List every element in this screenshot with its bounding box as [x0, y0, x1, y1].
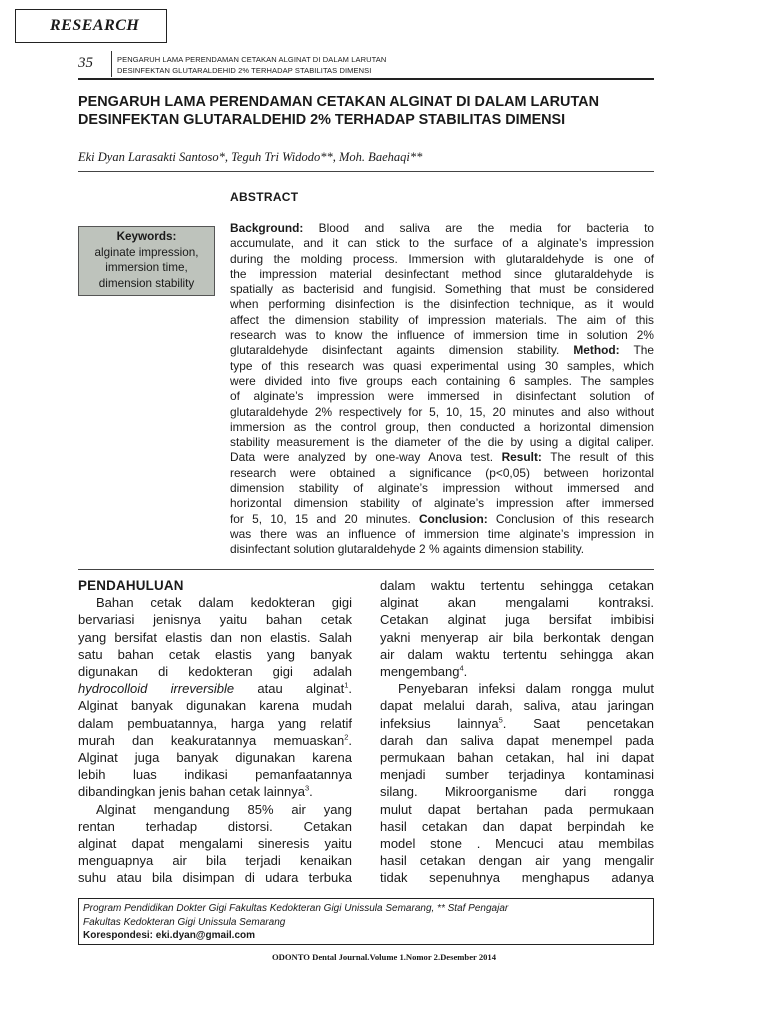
abstract-line	[230, 236, 654, 251]
citation-ref: 2	[344, 732, 349, 742]
abstract-line	[230, 282, 654, 297]
section-heading: PENDAHULUAN	[78, 578, 184, 593]
italic-term: hydrocolloid irreversible	[78, 681, 235, 697]
body-line	[380, 818, 654, 835]
body-line	[380, 715, 654, 732]
correspondence-email: Korespondesi: eki.dyan@gmail.com	[83, 930, 256, 941]
abstract-line	[230, 405, 654, 420]
text-run: research was to know the influence of immersion time in solution 2%	[230, 328, 654, 343]
text-run: bervariasi jenisnya yaitu bahan cetak	[78, 612, 352, 628]
body-line	[380, 697, 654, 714]
keywords-box	[78, 226, 215, 296]
article-title	[78, 93, 658, 129]
body-line	[78, 663, 352, 680]
text-run: mulut dapat bertahan pada permukaan	[380, 801, 654, 817]
text-run: dalam waktu tertentu sehingga cetakan	[380, 578, 654, 593]
text-run: menguapnya air bila terjadi kenaikan	[78, 853, 352, 869]
text-run: The	[619, 343, 655, 358]
text-run: research were obtained a significance (p<0,05) between horizontal	[230, 465, 654, 480]
body-line	[78, 869, 352, 886]
text-run: suhu atau bila disimpan di udara terbuka	[78, 870, 352, 886]
abstract-line	[230, 389, 654, 404]
abstract-line	[230, 252, 654, 267]
text-run: yakni menyerap air bila berkontak dengan	[380, 629, 654, 645]
affiliation-line: Fakultas Kedokteran Gigi Unissula Semarang	[83, 916, 286, 928]
text-run: was there was an influence of immersion time alginate’s impression in	[230, 526, 654, 541]
title-line: DESINFEKTAN GLUTARALDEHID 2% TERHADAP STABILITAS DIMENSI	[78, 112, 566, 128]
text-run: Blood and saliva are the media for bacteria to	[303, 221, 654, 235]
text-run: stability measurement is the diameter of the die by using a digital caliper.	[230, 435, 654, 450]
text-run: .	[309, 784, 313, 800]
running-head-line: PENGARUH LAMA PERENDAMAN CETAKAN ALGINAT DI DALAM LARUTAN	[117, 55, 387, 64]
text-run: for 5, 10, 15 and 20 minutes.	[230, 511, 419, 526]
keywords-label: Keywords:	[116, 230, 177, 243]
text-run: Conclusion of this research	[487, 511, 654, 526]
abstract-heading: ABSTRACT	[230, 190, 299, 204]
text-run: The result of this	[541, 450, 654, 465]
text-run: atau alginat	[234, 681, 345, 697]
text-run: digunakan di kedokteran gigi adalah	[78, 664, 352, 680]
body-line	[380, 629, 654, 646]
text-run: murah dan keakuratannya memuaskan	[78, 732, 345, 748]
text-run: .	[463, 664, 468, 680]
text-run: the impression material desinfectant method since glutaraldehyde is	[230, 266, 654, 281]
text-run: when performing disinfection is the disinfection technique, as it would	[230, 297, 654, 312]
body-column-right	[380, 577, 654, 887]
body-line	[380, 783, 654, 800]
header-separator	[111, 51, 112, 77]
abstract-line	[230, 267, 654, 282]
body-line	[380, 680, 654, 697]
author-list: Eki Dyan Larasakti Santoso*, Teguh Tri Widodo**, Moh. Baehaqi**	[78, 150, 423, 164]
text-run: hasil cetakan dan dapat berpindah ke	[380, 818, 654, 834]
body-line	[78, 835, 352, 852]
running-head	[117, 54, 407, 76]
text-run: Alginat juga banyak digunakan karena	[78, 750, 352, 766]
text-run: tidak sepenuhnya menghapus adanya	[380, 870, 654, 886]
text-run: menjadi sumber terjadinya kontaminasi	[380, 767, 654, 783]
journal-footer: ODONTO Dental Journal.Volume 1.Nomor 2.Desember 2014	[271, 952, 497, 962]
running-head-line: DESINFEKTAN GLUTARALDEHID 2% TERHADAP STABILITAS DIMENSI	[117, 66, 372, 75]
text-run: alginat dapat mengalami sineresis yaitu	[78, 836, 352, 852]
text-run: dapat melalui darah, saliva, atau jaringan	[380, 698, 654, 714]
body-line	[380, 835, 654, 852]
affiliation-line: Program Pendidikan Dokter Gigi Fakultas Kedokteran Gigi Unissula Semarang, ** Staf Pengajar	[83, 903, 509, 914]
text-run: mengembang	[380, 664, 460, 680]
text-run: model stone . Mencuci atau membilas	[380, 836, 654, 852]
text-run: dibandingkan jenis bahan cetak lainnya	[78, 784, 305, 800]
body-line	[380, 801, 654, 818]
abstract-line	[230, 359, 654, 374]
body-line	[78, 594, 352, 611]
body-line	[78, 818, 352, 835]
body-line	[78, 766, 352, 783]
body-line	[380, 577, 654, 594]
header-rule	[78, 78, 654, 80]
text-run: Bahan cetak dalam kedokteran gigi	[96, 595, 352, 611]
abstract-line	[230, 481, 654, 496]
text-run: during the molding process. Immersion with glutaraldehyde is one of	[230, 251, 654, 266]
citation-ref: 5	[498, 715, 503, 725]
abstract-line	[230, 374, 654, 389]
text-run: Penyebaran infeksi dalam rongga mulut	[398, 681, 654, 697]
text-run: glutaraldehyde 2% respectively for 5, 10, 15, 20 minutes and also without	[230, 404, 654, 419]
text-run: rentan terhadap distorsi. Cetakan	[78, 818, 352, 834]
abstract-text	[230, 221, 654, 558]
text-run: .	[348, 681, 352, 697]
body-line	[78, 732, 352, 749]
body-line	[78, 715, 352, 732]
text-run: yang bersifat elastis dan non elastis. Salah	[78, 629, 352, 645]
text-run: affect the dimension stability of impression materials. The aim of this	[230, 312, 654, 327]
body-line	[380, 646, 654, 663]
body-line	[78, 783, 352, 800]
abstract-line	[230, 496, 654, 511]
bold-label: Background:	[230, 221, 304, 235]
text-run: dimension stability of alginate’s impression without immersed and	[230, 481, 654, 496]
text-run: Data were analyzed by one-way Anova test.	[230, 450, 502, 465]
body-line	[380, 852, 654, 869]
text-run: satu bahan cetak elastis yang banyak	[78, 646, 352, 662]
text-run: darah dan saliva dapat menempel pada	[380, 732, 654, 748]
keyword: dimension stability	[98, 276, 195, 290]
text-run: were divided into five groups each containing 6 samples. The samples	[230, 373, 654, 388]
text-run: infeksius lainnya	[380, 715, 499, 731]
text-run: disinfectant solution glutaraldehyde 2 % againts dimension stability.	[230, 542, 585, 557]
text-run: spatially as bacterisid and fungisid. Something that must be considered	[230, 282, 654, 297]
abstract-line	[230, 542, 654, 557]
bold-label: Conclusion:	[418, 511, 488, 526]
text-run: glutaraldehyde disinfectant againts dimension stability.	[230, 343, 574, 358]
abstract-line	[230, 328, 654, 343]
citation-ref: 3	[304, 784, 310, 794]
body-line	[78, 801, 352, 818]
citation-ref: 4	[459, 663, 464, 673]
body-line	[78, 697, 352, 714]
body-line	[380, 749, 654, 766]
abstract-line	[230, 420, 654, 435]
body-line	[380, 766, 654, 783]
abstract-line	[230, 450, 654, 465]
abstract-rule	[78, 569, 654, 570]
text-run: dalam pembuatannya, harga yang relatif	[78, 715, 352, 731]
text-run: Cetakan alginat juga bersifat imbibisi	[380, 612, 654, 628]
keyword: alginate impression,	[94, 245, 199, 259]
body-line	[380, 869, 654, 886]
body-line	[78, 611, 352, 628]
text-run: air dalam waktu tertentu sehingga akan	[380, 646, 654, 662]
affiliation-footnote	[78, 898, 654, 945]
text-run: permukaan bahan cetakan, hal ini dapat	[380, 750, 654, 766]
citation-ref: 1	[344, 680, 349, 690]
text-run: type of this research was quasi experimental using 30 samples, which	[230, 358, 654, 373]
abstract-line	[230, 313, 654, 328]
abstract-line	[230, 527, 654, 542]
keyword: immersion time,	[105, 261, 188, 274]
text-run: accumulate, and it can stick to the surface of a alginate’s impression	[230, 236, 654, 251]
body-line	[380, 594, 654, 611]
abstract-line	[230, 512, 654, 527]
text-run: immersion as the control group, then conducted a horizontal dimension	[230, 419, 654, 434]
body-line	[78, 629, 352, 646]
page-number: 35	[78, 55, 93, 71]
abstract-line	[230, 466, 654, 481]
abstract-line	[230, 297, 654, 312]
text-run: of alginate’s impression were immersed in disinfectant solution of	[230, 389, 654, 404]
text-run: Alginat banyak digunakan karena mudah	[78, 698, 352, 714]
text-run: alginat akan mengalami kontraksi.	[380, 595, 654, 611]
body-line	[380, 663, 654, 680]
body-line	[380, 732, 654, 749]
text-run: hasil cetakan dengan air yang mengalir	[380, 853, 654, 869]
text-run: horizontal dimension stability of alginate’s impression after immersed	[230, 496, 654, 511]
abstract-line	[230, 343, 654, 358]
bold-label: Result:	[501, 450, 542, 465]
abstract-line	[230, 435, 654, 450]
bold-label: Method:	[573, 343, 620, 358]
body-line	[78, 852, 352, 869]
keywords-list	[79, 245, 214, 292]
body-line	[380, 611, 654, 628]
body-line	[78, 646, 352, 663]
body-line	[78, 680, 352, 697]
title-line: PENGARUH LAMA PERENDAMAN CETAKAN ALGINAT DI DALAM LARUTAN	[78, 94, 599, 110]
text-run: lebih luas indikasi pemanfaatannya	[78, 767, 352, 783]
text-run: . Saat pencetakan	[502, 715, 654, 731]
text-run: silang. Mikroorganisme dari rongga	[380, 784, 654, 800]
abstract-line	[230, 221, 654, 236]
body-column-left	[78, 577, 352, 887]
text-run: Alginat mengandung 85% air yang	[96, 801, 352, 817]
authors-rule	[78, 171, 654, 172]
text-run: .	[348, 732, 352, 748]
section-label: RESEARCH	[15, 9, 167, 43]
body-line	[78, 749, 352, 766]
